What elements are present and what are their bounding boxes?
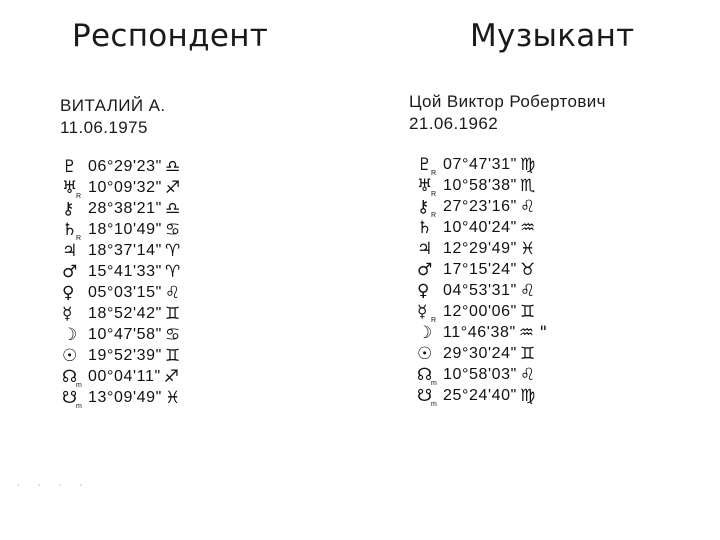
musician-birth-date: 21.06.1962 [409,114,499,133]
zodiac-sign-icon: ♍ [519,385,536,406]
planet-symbol-icon: ♂ [62,261,78,282]
position-value: 19°52'39" [88,346,162,364]
planet-marker: R [431,190,437,198]
position-value: 10°58'38" [443,176,517,194]
planet-symbol-icon: ☊ m [417,364,437,387]
position-value: 18°37'14" [88,241,162,259]
planet-symbol-icon: ☉ [417,343,433,364]
position-row [417,238,547,259]
zodiac-sign-icon: ♊ [519,301,536,322]
position-row [62,303,180,324]
planet-marker: R [431,316,437,324]
planet-symbol-icon: ♂ [417,259,433,280]
position-value: 11°46'38" [443,323,516,341]
musician-name: Цой Виктор Робертович [409,92,606,111]
position-row [417,301,547,322]
planet-symbol-icon: ♃ [62,240,78,261]
planet-symbol-icon: ☉ [62,345,78,366]
planet-symbol-icon: ♃ [417,238,433,259]
position-value: 06°29'23" [88,157,162,175]
position-value: 17°15'24" [443,260,517,278]
position-value: 10°58'03" [443,365,517,383]
zodiac-sign-icon: ♌ [519,364,536,385]
zodiac-sign-icon: ♉ [519,259,536,280]
position-row [417,259,547,280]
zodiac-sign-icon: ♍ [519,154,536,175]
zodiac-sign-icon: ♊ [519,343,536,364]
position-value: 10°47'58" [88,325,162,343]
planet-symbol-icon: ☋ m [417,385,437,408]
planet-symbol-icon: ☿ R [417,301,437,324]
planet-symbol-icon: ☿ [62,303,73,324]
zodiac-sign-icon: ♎ [164,156,181,177]
position-value: 27°23'16" [443,197,517,215]
respondent-heading: Респондент [72,18,269,54]
planet-marker: m [76,402,82,410]
position-row [417,343,547,364]
position-row [62,240,180,261]
planet-symbol-icon: ♄ R [62,219,82,242]
musician-heading: Музыкант [470,18,635,54]
position-row [62,387,180,408]
position-row [417,175,547,196]
respondent-info [60,95,165,139]
zodiac-sign-icon: ♐ [164,177,181,198]
planet-marker: R [431,211,437,219]
zodiac-sign-icon: ♈ [164,240,181,261]
planet-symbol-icon: ☊ m [62,366,82,389]
position-value: 10°40'24" [443,218,517,236]
position-value: 07°47'31" [443,155,517,173]
planet-marker: R [76,234,82,242]
zodiac-sign-icon: ♐ [163,366,179,387]
position-row [417,322,547,343]
planet-marker: m [431,379,437,387]
zodiac-sign-icon: ♌ [519,196,536,217]
position-row [62,261,180,282]
zodiac-sign-icon: ♋ [164,324,181,345]
position-row [417,217,547,238]
position-row [62,219,180,240]
position-row [62,177,180,198]
zodiac-sign-icon: ♊ [164,303,181,324]
position-value: 18°10'49" [88,220,162,238]
planet-marker: R [431,169,437,177]
planet-symbol-icon: ♀ [62,282,75,303]
planet-symbol-icon: ♀ [417,280,430,301]
position-value: 29°30'24" [443,344,517,362]
position-value: 05°03'15" [88,283,162,301]
planet-symbol-icon: ☽ [417,322,433,343]
decorative-footer-marks: · · · · [16,478,90,494]
zodiac-sign-icon: ♌ [164,282,181,303]
planet-symbol-icon: ♅ R [417,175,437,198]
position-row [62,366,180,387]
zodiac-sign-icon: ♏ [519,175,536,196]
musician-positions-table [417,154,547,406]
position-value: 28°38'21" [88,199,162,217]
planet-symbol-icon: ⚷ R [417,196,437,219]
planet-symbol-icon: ♇ [62,156,78,177]
planet-marker: R [76,192,82,200]
position-value: 13°09'49" [88,388,162,406]
planet-marker: m [431,400,437,408]
position-value: 10°09'32" [88,178,162,196]
planet-symbol-icon: ⚷ [62,198,75,219]
zodiac-sign-icon: ♋ [164,219,181,240]
position-row [417,154,547,175]
planet-symbol-icon: ♅ R [62,177,82,200]
zodiac-sign-icon: ♓ [164,387,181,408]
position-value: 12°00'06" [443,302,517,320]
zodiac-sign-icon: ♒ [519,217,536,238]
musician-info [409,91,606,135]
respondent-positions-table [62,156,180,408]
position-value: 04°53'31" [443,281,517,299]
position-value: 25°24'40" [443,386,517,404]
position-row [62,282,180,303]
position-value: 15°41'33" [88,262,162,280]
planet-symbol-icon: ♄ [417,217,433,238]
position-value: 12°29'49" [443,239,517,257]
position-row [417,280,547,301]
position-value: 00°04'11" [88,367,161,385]
position-row [417,196,547,217]
respondent-name: ВИТАЛИЙ А. [60,96,166,115]
position-row [62,156,180,177]
planet-marker: m [76,381,82,389]
position-row [62,324,180,345]
position-row [62,345,180,366]
planet-symbol-icon: ☽ [62,324,78,345]
zodiac-sign-icon: ♒ " [518,322,548,343]
planet-symbol-icon: ♇ R [417,154,437,177]
respondent-birth-date: 11.06.1975 [60,118,148,137]
zodiac-sign-icon: ♓ [519,238,536,259]
position-row [417,385,547,406]
position-value: 18°52'42" [88,304,162,322]
position-row [417,364,547,385]
zodiac-sign-icon: ♌ [519,280,536,301]
zodiac-sign-icon: ♊ [164,345,181,366]
position-row [62,198,180,219]
planet-symbol-icon: ☋ m [62,387,82,410]
zodiac-sign-icon: ♈ [164,261,181,282]
zodiac-sign-icon: ♎ [164,198,181,219]
